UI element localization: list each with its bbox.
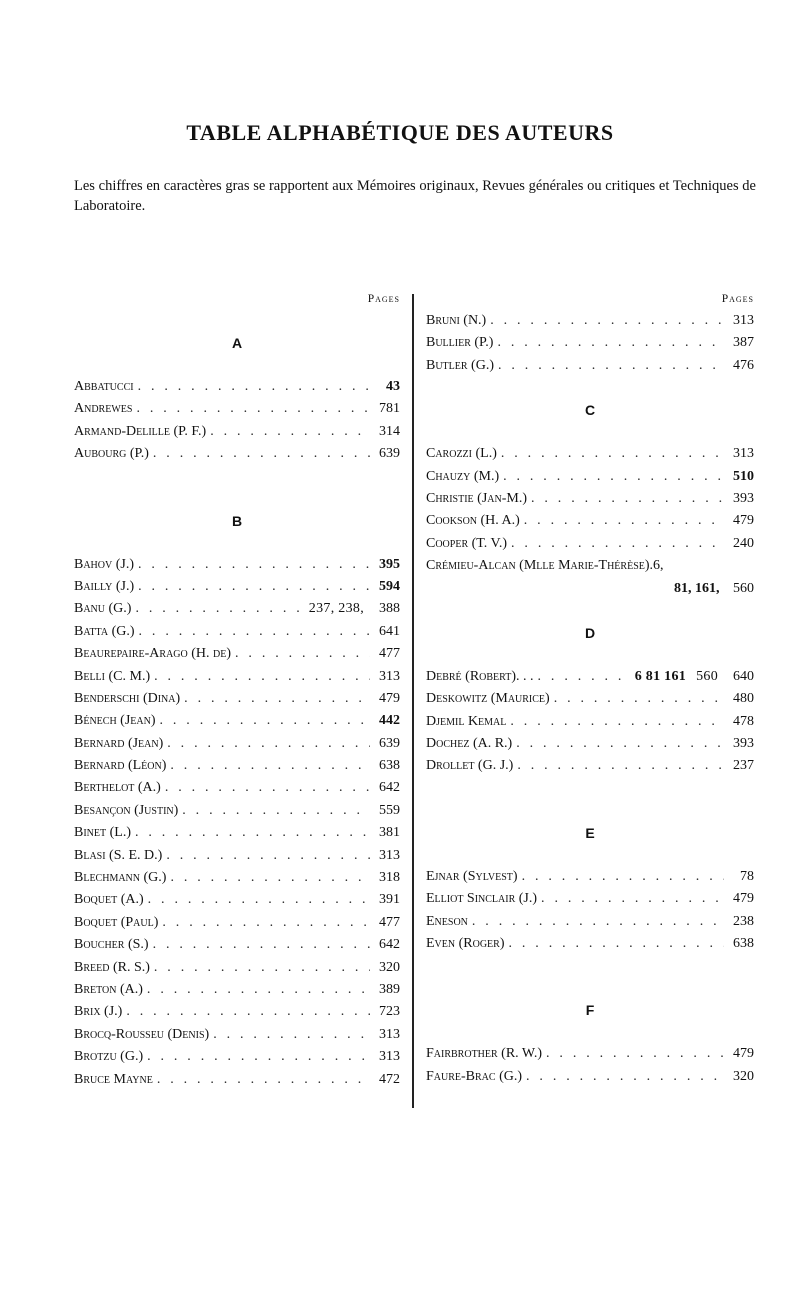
dot-leader (522, 866, 724, 888)
index-entry-continuation (426, 578, 754, 600)
dot-leader (147, 979, 370, 1001)
index-entry (74, 421, 400, 443)
page-number: 559 (379, 802, 400, 818)
dot-leader (538, 666, 631, 688)
section-heading-f: F (585, 1002, 595, 1019)
page-number: 389 (379, 981, 400, 997)
author-name: Debré (Robert). . . (426, 668, 534, 684)
page-number: 320 (733, 1068, 754, 1084)
dot-leader (147, 1046, 370, 1068)
author-name: Bailly (J.) (74, 578, 135, 594)
dot-leader (154, 666, 370, 688)
dot-leader (138, 554, 370, 576)
dot-leader (153, 443, 370, 465)
index-entry (74, 800, 400, 822)
dot-leader (503, 466, 724, 488)
page-number: 240 (733, 535, 754, 551)
dot-leader (213, 1024, 370, 1046)
author-name: Fairbrother (R. W.) (426, 1046, 543, 1062)
author-name: Abbatucci (74, 379, 134, 394)
author-name: Breed (R. S.) (74, 959, 150, 975)
dot-leader (184, 688, 370, 710)
page-number: 395 (379, 556, 400, 572)
index-entry (74, 621, 400, 643)
page-number: 723 (379, 1004, 400, 1020)
dot-leader (170, 755, 370, 777)
author-name: Carozzi (L.) (426, 446, 497, 462)
index-entry (74, 934, 400, 956)
page-number: 781 (379, 401, 400, 417)
author-name: Breton (A.) (74, 981, 143, 997)
index-entry (74, 912, 400, 934)
index-entry (426, 911, 754, 933)
author-name: Blasi (S. E. D.) (74, 847, 163, 863)
author-name: Bullier (P.) (426, 335, 494, 351)
page-number: 393 (733, 736, 754, 752)
section-heading-b: B (231, 512, 243, 529)
page-number: 478 (733, 713, 754, 729)
dot-leader (148, 889, 370, 911)
bold-pages: 81, 161, (674, 580, 720, 596)
dot-leader (490, 310, 724, 332)
extra-pages: 237, 238, (308, 601, 364, 617)
author-list-e (426, 866, 754, 956)
page-number: 477 (379, 646, 400, 662)
page-number: 639 (379, 446, 400, 462)
page-number: 594 (379, 578, 400, 594)
dot-leader (541, 888, 724, 910)
index-entry (74, 845, 400, 867)
index-entry (426, 755, 754, 777)
page-number: 642 (379, 780, 400, 796)
index-entry (74, 398, 400, 420)
section-heading-c: C (584, 402, 596, 419)
dot-leader (516, 733, 724, 755)
index-entry (74, 957, 400, 979)
page-number: 472 (379, 1071, 400, 1087)
author-name: Bahov (J.) (74, 556, 134, 572)
author-name: Deskowitz (Maurice) (426, 691, 550, 707)
index-entry (74, 443, 400, 465)
page-number: 510 (733, 468, 754, 484)
author-list-b (74, 554, 400, 1091)
author-name: Bruni (N.) (426, 313, 487, 328)
index-entry (74, 710, 400, 732)
author-name: Elliot Sinclair (J.) (426, 891, 538, 907)
page-number: 638 (733, 936, 754, 952)
dot-leader (509, 933, 725, 955)
author-name: Faure-Brac (G.) (426, 1068, 523, 1084)
page-number: 78 (740, 868, 754, 884)
index-entry (426, 688, 754, 710)
dot-leader (182, 800, 370, 822)
dot-leader (170, 867, 370, 889)
pages-header-left: Pages (367, 293, 400, 305)
author-name: Eneson (426, 913, 468, 929)
dot-leader (139, 621, 370, 643)
dot-leader (235, 643, 370, 665)
author-name: Brotzu (G.) (74, 1049, 144, 1065)
page-title: TABLE ALPHABÉTIQUE DES AUTEURS (186, 120, 614, 145)
dot-leader (554, 688, 724, 710)
page-number: 639 (379, 735, 400, 751)
dot-leader (526, 1066, 724, 1088)
index-entry (74, 777, 400, 799)
index-entry (426, 488, 754, 510)
index-entry (426, 310, 754, 332)
author-name: Drollet (G. J.) (426, 758, 514, 774)
dot-leader (501, 443, 724, 465)
page-number: 640 (733, 668, 754, 684)
index-entry (74, 755, 400, 777)
author-name: Beaurepaire-Arago (H. de) (74, 646, 232, 662)
page-number: 479 (733, 513, 754, 529)
page-number: 479 (379, 690, 400, 706)
dot-leader (138, 376, 370, 398)
page-number: 313 (733, 313, 754, 328)
index-entry (74, 867, 400, 889)
author-name: Chauzy (M.) (426, 468, 500, 484)
section-heading-d: D (584, 624, 596, 641)
dot-leader (167, 733, 370, 755)
page-number: 313 (379, 847, 400, 863)
dot-leader (531, 488, 724, 510)
author-name: Batta (G.) (74, 623, 135, 639)
page-number: 388 (379, 601, 400, 617)
author-name: Armand-Delille (P. F.) (74, 423, 207, 439)
author-list-a (74, 376, 400, 466)
index-entry (74, 643, 400, 665)
author-name: Aubourg (P.) (74, 446, 149, 462)
author-name: Brix (J.) (74, 1004, 123, 1020)
dot-leader (497, 332, 724, 354)
page-number: 560 (733, 580, 754, 596)
index-entry (426, 733, 754, 755)
page-number: 313 (733, 446, 754, 462)
page-number: 642 (379, 937, 400, 953)
page-number: 480 (733, 691, 754, 707)
page-number: 387 (733, 335, 754, 351)
author-name: Banu (G.) (74, 601, 132, 617)
index-entry (426, 933, 754, 955)
dot-leader (138, 576, 370, 598)
index-entry (74, 1024, 400, 1046)
page-number: 313 (379, 668, 400, 684)
page-number: 238 (733, 913, 754, 929)
page-number: 381 (379, 825, 400, 841)
author-name: Ejnar (Sylvest) (426, 868, 518, 884)
page-number: 314 (379, 423, 400, 439)
dot-leader (136, 398, 370, 420)
author-name: Binet (L.) (74, 825, 131, 841)
page-number: 638 (379, 758, 400, 774)
page-number: 43 (386, 379, 400, 394)
dot-leader (510, 711, 724, 733)
index-entry (74, 688, 400, 710)
author-name: Dochez (A. R.) (426, 736, 513, 752)
dot-leader (135, 598, 304, 620)
page-number: 442 (379, 713, 400, 729)
index-entry (426, 888, 754, 910)
dot-leader (210, 421, 370, 443)
dot-leader (472, 911, 724, 933)
index-entry (426, 666, 754, 688)
author-name: Boquet (A.) (74, 892, 144, 908)
author-list-b-continued (426, 310, 754, 377)
author-name: Crémieu-Alcan (Mlle Marie-Thérèse).6, (426, 558, 664, 574)
page-number: 318 (379, 870, 400, 886)
author-name: Cookson (H. A.) (426, 513, 520, 529)
dot-leader (166, 845, 370, 867)
index-entry (426, 466, 754, 488)
dot-leader (153, 934, 370, 956)
index-entry (74, 666, 400, 688)
index-entry (74, 889, 400, 911)
author-name: Bernard (Jean) (74, 735, 164, 751)
dot-leader (498, 355, 724, 377)
page-number: 313 (379, 1026, 400, 1042)
dot-leader (524, 510, 724, 532)
extra-pages: 560 (696, 668, 718, 684)
author-list-f (426, 1043, 754, 1088)
index-entry (426, 332, 754, 354)
bold-pages: 6 81 161 (634, 668, 687, 684)
left-column (74, 288, 400, 1091)
page-number: 477 (379, 914, 400, 930)
author-name: Cooper (T. V.) (426, 535, 508, 551)
index-entry (426, 355, 754, 377)
index-entry (426, 510, 754, 532)
dot-leader (165, 777, 370, 799)
index-entry (426, 555, 754, 577)
index-entry (426, 1066, 754, 1088)
author-name: Djemil Kemal (426, 713, 507, 729)
author-name: Bernard (Léon) (74, 758, 167, 774)
author-name: Brocq-Rousseu (Denis) (74, 1026, 210, 1042)
dot-leader (511, 533, 724, 555)
author-name: Benderschi (Dina) (74, 690, 181, 706)
dot-leader (135, 822, 370, 844)
index-entry (74, 979, 400, 1001)
page-number: 320 (379, 959, 400, 975)
dot-leader (154, 957, 370, 979)
index-entry (426, 711, 754, 733)
author-name: Butler (G.) (426, 357, 494, 373)
page-number: 641 (379, 623, 400, 639)
index-entry (74, 733, 400, 755)
column-divider (412, 294, 414, 1108)
page-number: 237 (733, 758, 754, 774)
index-entry (74, 576, 400, 598)
author-name: Bruce Mayne (74, 1071, 153, 1087)
author-list-d (426, 666, 754, 778)
dot-leader (517, 755, 724, 777)
author-name: Blechmann (G.) (74, 870, 167, 886)
author-name: Belli (C. M.) (74, 668, 151, 684)
index-entry (74, 822, 400, 844)
page-number: 476 (733, 357, 754, 373)
author-name: Christie (Jan-M.) (426, 490, 527, 506)
index-entry (426, 1043, 754, 1065)
pages-header-right: Pages (721, 293, 754, 305)
author-name: Andrewes (74, 401, 133, 417)
page-number: 479 (733, 1046, 754, 1062)
page-number: 391 (379, 892, 400, 908)
author-name: Bénech (Jean) (74, 713, 156, 729)
author-name: Berthelot (A.) (74, 780, 161, 796)
page-number: 313 (379, 1049, 400, 1065)
index-entry (74, 376, 400, 398)
author-name: Boucher (S.) (74, 937, 149, 953)
index-entry (426, 533, 754, 555)
author-name: Boquet (Paul) (74, 914, 159, 930)
page-number: 479 (733, 891, 754, 907)
author-list-c (426, 443, 754, 555)
page-number: 393 (733, 490, 754, 506)
section-heading-e: E (585, 824, 595, 841)
index-entry (426, 866, 754, 888)
section-heading-a: A (231, 335, 243, 351)
index-entry (74, 1069, 400, 1091)
author-name: Besançon (Justin) (74, 802, 179, 818)
index-entry (74, 598, 400, 620)
index-entry (74, 554, 400, 576)
dot-leader (160, 710, 371, 732)
index-entry (74, 1046, 400, 1068)
index-entry (74, 1001, 400, 1023)
dot-leader (157, 1069, 370, 1091)
index-entry (426, 443, 754, 465)
intro-paragraph: Les chiffres en caractères gras se rapportent aux Mémoires originaux, Revues générales ou critiques et Techniques de Laboratoire. (74, 178, 756, 214)
dot-leader (546, 1043, 724, 1065)
author-name: Even (Roger) (426, 936, 505, 952)
right-column (426, 288, 754, 1088)
dot-leader (126, 1001, 370, 1023)
dot-leader (162, 912, 370, 934)
